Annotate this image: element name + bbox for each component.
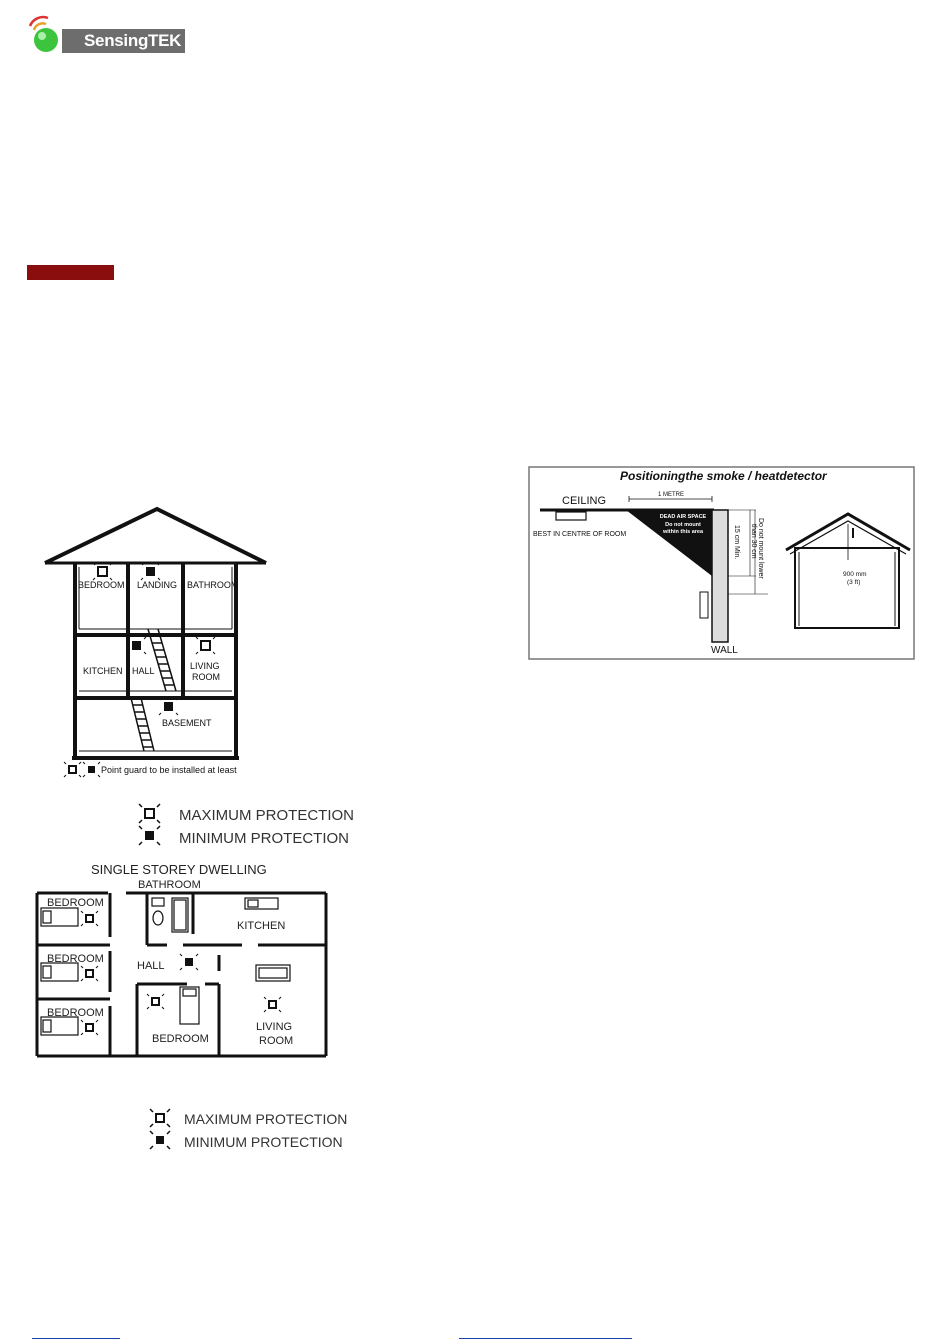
house-caption: Point guard to be installed at least: [101, 765, 237, 775]
room-label: HALL: [132, 666, 155, 676]
wall-label: WALL: [711, 645, 738, 656]
room-label: KITCHEN: [237, 920, 286, 932]
roof-distance-label: 900 mm: [843, 571, 867, 578]
room-label: BASEMENT: [162, 718, 212, 728]
house-section-diagram: [40, 505, 280, 780]
logo-wordmark: SensingTEK: [62, 29, 185, 53]
room-label: BEDROOM: [152, 1033, 209, 1045]
metre-label: 1 METRE: [658, 492, 685, 498]
detector-icon: [180, 954, 198, 970]
legend-min-label: MINIMUM PROTECTION: [184, 1134, 343, 1150]
detector-icon: [196, 637, 215, 654]
max-protection-icon: [139, 804, 160, 823]
room-label: BATHROOM: [138, 879, 201, 891]
dead-air-label: DEAD AIR SPACE: [659, 514, 707, 520]
positioning-diagram: [528, 466, 916, 662]
max-protection-icon: [150, 1109, 170, 1127]
best-location-label: BEST IN CENTRE OF ROOM: [533, 531, 627, 538]
room-label: BATHROOM: [187, 580, 239, 590]
room-label: HALL: [137, 960, 165, 972]
ceiling-label: CEILING: [562, 495, 607, 507]
protection-legend: [138, 802, 373, 848]
room-label: BEDROOM: [47, 953, 104, 965]
legend-max-label: MAXIMUM PROTECTION: [184, 1111, 348, 1127]
detector-icon: [159, 698, 178, 715]
footer-link-right[interactable]: [459, 1338, 632, 1339]
footer-link-left[interactable]: [32, 1338, 120, 1339]
max-distance-label: Do not mount lower: [757, 518, 764, 579]
sensingtek-logo: [26, 8, 182, 58]
room-label: ROOM: [192, 672, 220, 682]
roof-distance-label: (3 ft): [847, 579, 861, 586]
min-protection-icon: [139, 826, 160, 845]
min-distance-label: 15 cm Min.: [733, 525, 740, 560]
detector-icon: [141, 563, 160, 580]
room-label: LIVING: [190, 661, 220, 671]
dead-air-label: within this area: [662, 529, 704, 535]
detector-icon: [93, 563, 112, 580]
room-label: LIVING: [256, 1021, 293, 1033]
single-storey-floor-plan: [30, 858, 340, 1064]
protection-legend-2: [148, 1107, 348, 1153]
section-heading-bar: [27, 265, 114, 280]
detector-icon: [264, 997, 281, 1012]
dead-air-label: Do not mount: [665, 522, 701, 528]
room-label: ROOM: [259, 1035, 294, 1047]
room-label: BEDROOM: [47, 1007, 104, 1019]
detector-icon: [81, 966, 98, 981]
detector-icon: [81, 911, 98, 926]
room-label: BEDROOM: [78, 580, 125, 590]
min-protection-icon: [150, 1131, 170, 1149]
detector-icon: [81, 1020, 98, 1035]
room-label: LANDING: [137, 580, 178, 590]
legend-min-label: MINIMUM PROTECTION: [179, 830, 349, 847]
detector-icon: [147, 994, 164, 1009]
max-distance-label: than 30 cm: [750, 524, 757, 559]
room-label: BEDROOM: [47, 897, 104, 909]
positioning-title: Positioningthe smoke / heatdetector: [620, 469, 827, 483]
legend-max-label: MAXIMUM PROTECTION: [179, 807, 354, 824]
room-label: KITCHEN: [83, 666, 123, 676]
plan-title: SINGLE STOREY DWELLING: [91, 862, 267, 877]
